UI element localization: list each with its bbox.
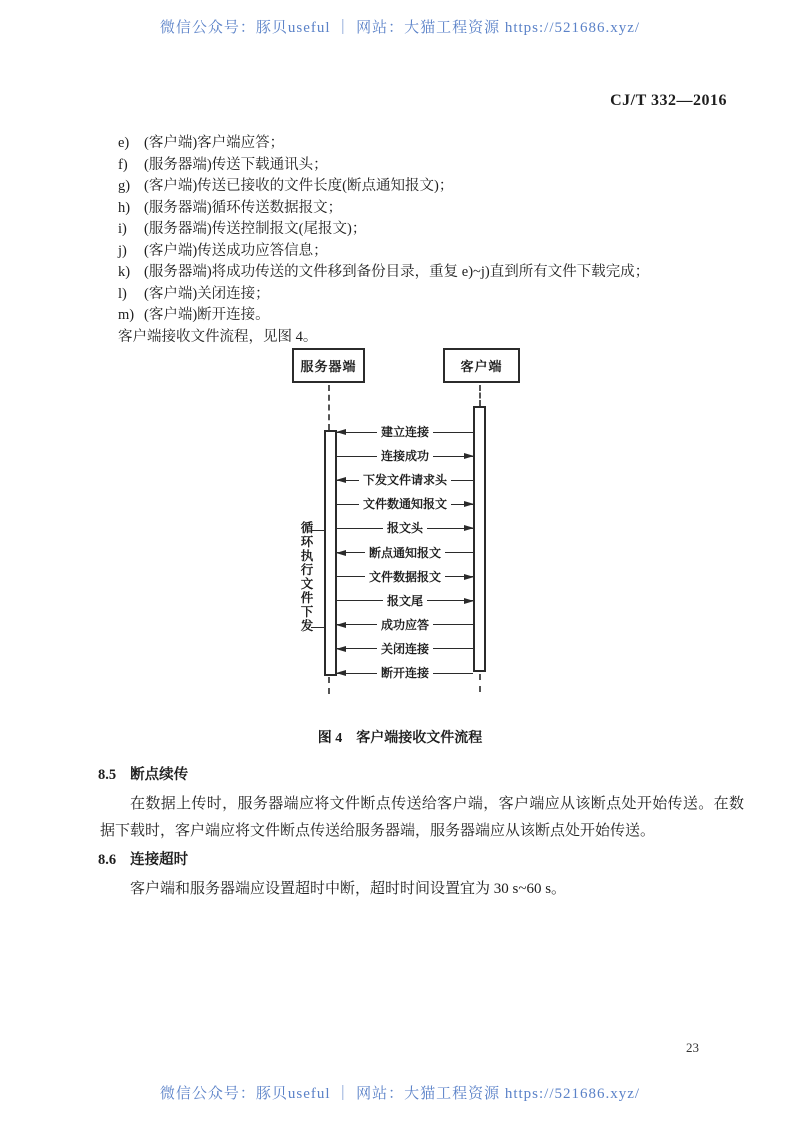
message-label: 建立连接 (381, 425, 430, 439)
message-arrow (337, 569, 473, 585)
arrow-line (433, 673, 473, 674)
message-label: 报文尾 (387, 593, 424, 608)
section-body-8-6: 客户端和服务器端应设置超时中断，超时时间设置宜为 30 s~60 s。 (130, 881, 567, 897)
arrow-line (337, 600, 383, 601)
arrowhead-right-icon (464, 453, 474, 459)
clause-text: (客户端)客户端应答； (144, 135, 285, 151)
message-arrow (337, 496, 473, 512)
message-label: 成功应答 (381, 617, 430, 632)
clause-marker: e) (118, 135, 130, 151)
arrowhead-left-icon (336, 670, 346, 676)
message-label: 下发文件请求头 (363, 473, 448, 488)
arrowhead-left-icon (336, 550, 346, 556)
server-actor-label: 服务器端 (300, 359, 357, 374)
arrowhead-right-icon (464, 574, 474, 580)
clause-marker: f) (118, 156, 128, 173)
message-arrow (337, 448, 473, 464)
section-title: 断点续传 (130, 767, 189, 783)
arrow-line (445, 552, 473, 553)
page-number: 23 (686, 1040, 699, 1055)
clause-marker: i) (118, 221, 127, 237)
clause-marker: j) (118, 242, 127, 259)
message-arrow (337, 520, 473, 536)
message-arrow (337, 545, 473, 561)
message-label: 关闭连接 (381, 641, 430, 656)
message-label: 文件数通知报文 (363, 497, 448, 512)
message-arrow (337, 472, 473, 488)
arrow-line (337, 504, 359, 505)
watermark-top: 微信公众号：豚贝useful ｜ 网站：大猫工程资源 https://521686.xyz/ (159, 20, 641, 36)
message-label: 报文头 (387, 521, 424, 536)
arrow-line (337, 576, 365, 577)
arrow-line (337, 456, 377, 457)
clause-text: (服务器端)传送控制报文(尾报文)； (144, 221, 367, 237)
arrow-line (451, 480, 473, 481)
figure-caption: 图 4 客户端接收文件流程 (317, 731, 483, 746)
clause-text: (服务器端)传送下载通讯头； (144, 156, 328, 173)
message-arrow (337, 593, 473, 609)
message-arrow (337, 617, 473, 633)
clause-marker: l) (118, 285, 127, 302)
arrowhead-left-icon (336, 429, 346, 435)
clause-text: (服务器端)将成功传送的文件移到备份目录，重复 e)~j)直到所有文件下载完成； (144, 264, 650, 280)
clause-text: (服务器端)循环传送数据报文； (144, 199, 343, 216)
arrowhead-right-icon (464, 501, 474, 507)
doc-number: CJ/T 332—2016 (610, 92, 727, 109)
message-arrow (337, 641, 473, 657)
clause-marker: k) (118, 264, 131, 280)
arrow-line (433, 432, 473, 433)
clause-text: (客户端)传送已接收的文件长度(断点通知报文)； (144, 178, 454, 194)
clause-marker: g) (118, 178, 131, 194)
watermark-bottom: 微信公众号：豚贝useful ｜ 网站：大猫工程资源 https://521686.xyz/ (159, 1086, 641, 1102)
clause-marker: h) (118, 199, 131, 216)
message-label: 断点通知报文 (369, 545, 442, 560)
section-body-8-5: 在数据上传时，服务器端应将文件断点传送给客户端，客户端应从该断点处开始传送。在数据下载时，客户端应将文件断点传送给服务器端，服务器端应从该断点处开始传送。 (100, 796, 744, 839)
section-number: 8.6 (98, 852, 117, 868)
arrowhead-right-icon (464, 598, 474, 604)
intro-line: 客户端接收文件流程，见图 4。 (118, 328, 318, 345)
message-label: 断开连接 (381, 666, 430, 680)
section-title: 连接超时 (130, 852, 189, 868)
loop-scope-label: 循环执行文件下发 (299, 521, 313, 633)
arrowhead-right-icon (464, 525, 474, 531)
section-number: 8.5 (98, 767, 117, 783)
clause-marker: m) (118, 307, 135, 323)
section-heading-8-6 (98, 848, 188, 869)
arrow-line (337, 528, 383, 529)
arrowhead-left-icon (336, 622, 346, 628)
client-actor-label: 客户端 (460, 359, 503, 374)
arrowhead-left-icon (336, 477, 346, 483)
message-arrow (337, 665, 473, 681)
arrow-line (433, 648, 473, 649)
arrowhead-left-icon (336, 646, 346, 652)
message-label: 连接成功 (381, 449, 430, 464)
message-label: 文件数据报文 (369, 569, 442, 584)
clause-text: (客户端)关闭连接； (144, 285, 270, 302)
message-arrow (337, 424, 473, 440)
arrow-line (433, 624, 473, 625)
section-heading-8-5 (98, 763, 188, 784)
clause-text: (客户端)传送成功应答信息； (144, 242, 328, 259)
clause-text: (客户端)断开连接。 (144, 307, 270, 323)
